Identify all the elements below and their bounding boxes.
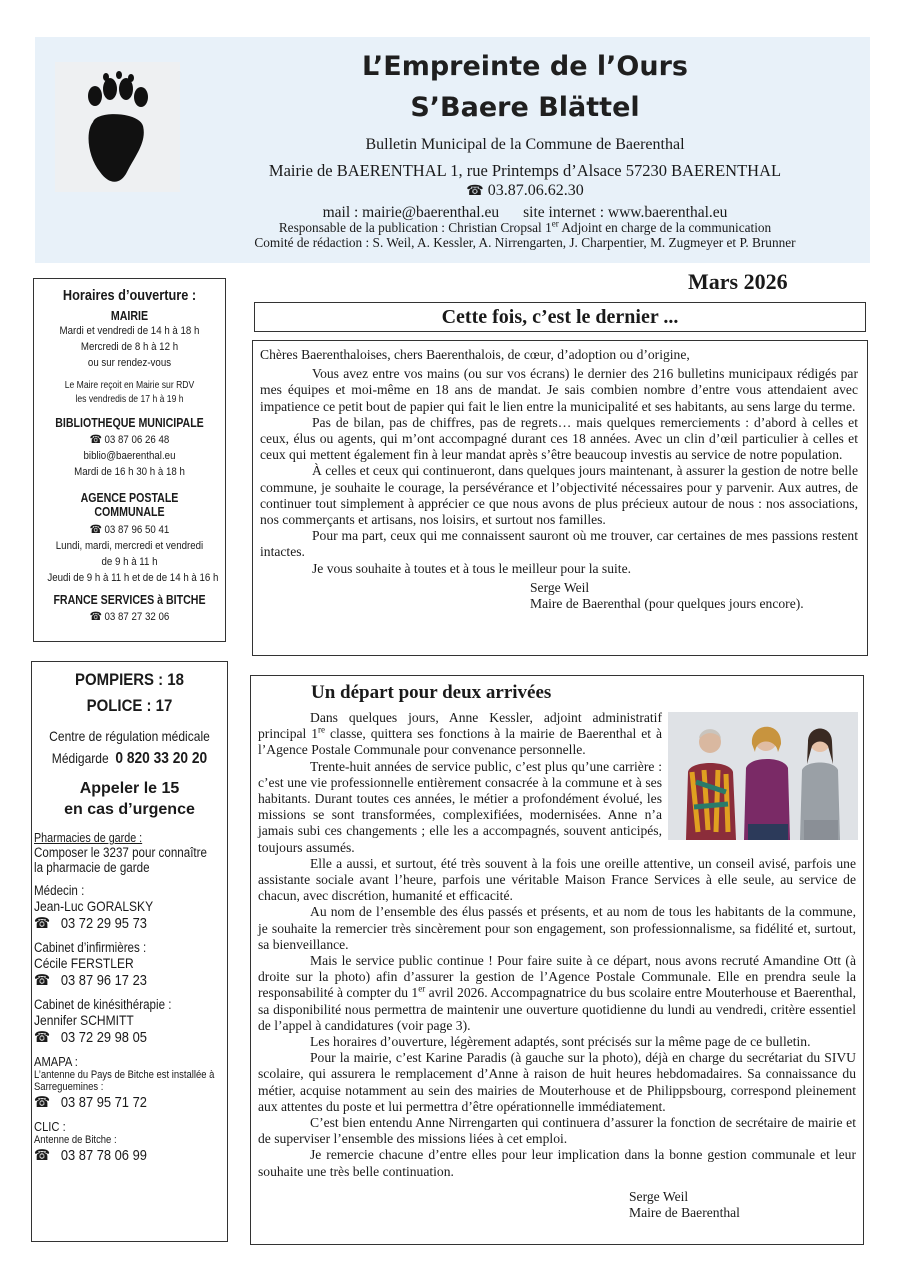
france-services-phone: ☎ 03 87 27 32 06 xyxy=(89,611,170,623)
clic-line: Antenne de Bitche : xyxy=(34,1134,117,1146)
article1-paragraph: Vous avez entre vos mains (ou sur vos écrans) le dernier des 216 bulletins municipaux rédigés par mes équipes et moi-même en 18 ans de mandat. Je sais combien nombre d’entre vous attendaient avec impatience ce petit bout de papier qui fait le lien entre la municipalité et ses habitants, au sens large du terme. xyxy=(260,366,858,414)
kine-phone: ☎ 03 72 29 98 05 xyxy=(34,1029,147,1046)
issue-date: Mars 2026 xyxy=(688,269,788,294)
medecin-heading: Médecin : xyxy=(34,883,85,898)
appeler-15: Appeler le 15 xyxy=(79,780,180,797)
bibliotheque-hours: Mardi de 16 h 30 h à 18 h xyxy=(74,466,185,478)
bear-paw-logo xyxy=(55,62,180,192)
maire-rdv-line: les vendredis de 17 h à 19 h xyxy=(75,394,184,405)
bulletin-title: L’Empreinte de l’Ours xyxy=(362,51,688,82)
mairie-hours-line: Mardi et vendredi de 14 h à 18 h xyxy=(59,325,200,337)
bulletin-subtitle-alsacien: S’Baere Blättel xyxy=(410,92,640,123)
article2-title: Un départ pour deux arrivées xyxy=(311,682,552,703)
bulletin-description: Bulletin Municipal de la Commune de Baerenthal xyxy=(365,136,685,153)
article1-paragraph: Pas de bilan, pas de chiffres, pas de regrets… mais quelques remerciements : d’abord à celles et ceux, élus ou agents, qui m’ont accompagné durant ces 18 années. Avec un clin d’œil particulier à celles et ceux qui mettent également fin à leur mandat après s’être beaucoup investis au service de notre population. xyxy=(260,414,858,463)
bibliotheque-email[interactable]: biblio@baerenthal.eu xyxy=(83,450,176,462)
mairie-hours-line: Mercredi de 8 h à 12 h xyxy=(80,341,179,353)
article2-body xyxy=(250,675,864,1245)
agence-hours-line: Jeudi de 9 h à 11 h et de de 14 h à 16 h xyxy=(47,572,219,584)
site-link[interactable]: site internet : www.baerenthal.eu xyxy=(523,204,728,221)
article1-paragraph: À celles et ceux qui continueront, dans quelques jours maintenant, à assurer la gestion de notre belle commune, je souhaite le courage, la persévérance et l’objectivité nécessaires pour y parvenir. Aux autres, de continuer tout simplement à apprécier ce que nous avons de plus précieux autour de nous : nos associations, nos commerçants et artisans, nos loisirs, et surtout nos familles. xyxy=(260,463,858,528)
masthead xyxy=(35,37,870,263)
maire-rdv-line: Le Maire reçoit en Mairie sur RDV xyxy=(64,380,195,391)
emergency-contacts-box xyxy=(31,661,228,1242)
article2-paragraph: Les horaires d’ouverture, légèrement adaptés, sont précisés sur la même page de ce bulletin. xyxy=(310,1034,811,1050)
amapa-phone: ☎ 03 87 95 71 72 xyxy=(34,1094,147,1111)
phone-icon: ☎ xyxy=(89,611,105,623)
article2-paragraph: Pour la mairie, c’est Karine Paradis (à gauche sur la photo), déjà en charge du secrétariat du SIVU scolaire, qui assurera le remplacement d’Anne à raison de huit heures hebdomadaires. Sa connaissance du métier, acquise notamment au sein des mairies de Mouterhouse et de Philippsbourg, correspond pleinement aux attentes du poste et lui permettra d’être opérationnelle immédiatement. xyxy=(258,1050,856,1114)
article2-paragraph: C’est bien entendu Anne Nirrengarten qui continuera d’assurer la fonction de secrétaire de mairie et de superviser l’ensemble des missions liées à cet emploi. xyxy=(258,1115,856,1147)
article1-title-bar xyxy=(254,302,866,332)
centre-regulation: Centre de régulation médicale xyxy=(49,728,210,744)
pharmacie-line: Composer le 3237 pour connaître xyxy=(34,845,207,860)
article2-paragraph: Je remercie chacune d’entre elles pour leur implication dans la bonne gestion communale et leur souhaite une très belle continuation. xyxy=(258,1147,856,1179)
article1-signature-name: Serge Weil xyxy=(530,579,590,595)
phone-icon: ☎ xyxy=(89,524,105,536)
infirmieres-name: Cécile FERSTLER xyxy=(34,955,134,971)
mail-link[interactable]: mail : mairie@baerenthal.eu xyxy=(322,204,500,221)
phone-icon: ☎ xyxy=(89,434,105,446)
kine-name: Jennifer SCHMITT xyxy=(34,1012,134,1028)
infirmieres-heading: Cabinet d’infirmières : xyxy=(34,940,147,955)
medecin-name: Jean-Luc GORALSKY xyxy=(34,898,154,914)
pharmacie-heading: Pharmacies de garde : xyxy=(34,831,143,845)
article1-signature-role: Maire de Baerenthal (pour quelques jours encore). xyxy=(530,596,804,612)
police-number: POLICE : 17 xyxy=(86,696,173,715)
hours-title: Horaires d’ouverture : xyxy=(62,287,197,304)
amapa-line: Sarreguemines : xyxy=(34,1081,104,1093)
article1-paragraph: Je vous souhaite à toutes et à tous le meilleur pour la suite. xyxy=(312,560,632,576)
phone-icon: ☎ xyxy=(466,184,484,199)
mairie-heading: MAIRIE xyxy=(110,309,149,323)
comite-redaction: Comité de rédaction : S. Weil, A. Kessler, A. Nirrengarten, J. Charpentier, M. Zugmeyer et P. Brunner xyxy=(254,235,796,250)
pompiers-number: POMPIERS : 18 xyxy=(75,670,184,689)
phone-icon: ☎ xyxy=(34,1147,51,1164)
article1-body xyxy=(252,340,868,656)
bibliotheque-heading: BIBLIOTHEQUE MUNICIPALE xyxy=(55,416,204,430)
staff-photo xyxy=(668,712,858,840)
clic-phone: ☎ 03 87 78 06 99 xyxy=(34,1147,147,1164)
article2-paragraph: Trente-huit années de service public, c’est plus qu’une carrière : c’est une vie professionnelle entièrement consacrée à la commune et à ses habitants. Durant toutes ces années, le métier a profondément évolué, les missions se sont transformées, complexifiées, modernisées. Anne n’a jamais subi ces changements ; elle les a accompagnés, souvent anticipés, toujours assumés. xyxy=(258,758,662,855)
agence-hours-line: de 9 h à 11 h xyxy=(101,556,158,568)
article1-greeting: Chères Baerenthaloises, chers Baerenthalois, de cœur, d’adoption ou d’origine, xyxy=(260,347,690,362)
agence-postale-phone: ☎ 03 87 96 50 41 xyxy=(89,524,170,536)
kine-heading: Cabinet de kinésithérapie : xyxy=(34,997,172,1012)
article2-paragraph: Mais le service public continue ! Pour faire suite à ce départ, nous avons recruté Amandine Ott (à droite sur la photo) afin d’assurer la gestion de l’Agence Postale Communale. Elle en prendra seule la responsabilité à compter du 1er avril 2026. Accompagnatrice du bus scolaire entre Mouterhouse et Baerenthal, sa disponibilité nous permettra de maintenir une ouverture quotidienne du lundi au vendredi, critère essentiel de l’appel à candidatures (voir page 3). xyxy=(258,953,856,1033)
agence-postale-heading: AGENCE POSTALE COMMUNALE xyxy=(80,491,179,519)
infirmieres-phone: ☎ 03 87 96 17 23 xyxy=(34,972,147,989)
bibliotheque-phone: ☎ 03 87 06 26 48 xyxy=(89,434,170,446)
phone-icon: ☎ xyxy=(34,1094,51,1111)
article2-signature-role: Maire de Baerenthal xyxy=(629,1205,740,1221)
mairie-hours-line: ou sur rendez-vous xyxy=(87,357,172,369)
appeler-15-suite: en cas d’urgence xyxy=(64,801,195,818)
phone-icon: ☎ xyxy=(34,1029,51,1046)
article1-paragraph: Pour ma part, ceux qui me connaissent sauront où me trouver, car certaines de mes passions restent intactes. xyxy=(260,528,858,560)
clic-heading: CLIC : xyxy=(34,1119,66,1134)
france-services-heading: FRANCE SERVICES à BITCHE xyxy=(53,593,206,607)
amapa-line: L’antenne du Pays de Bitche est installée à xyxy=(34,1069,215,1081)
mairie-address: Mairie de BAERENTHAL 1, rue Printemps d’Alsace 57230 BAERENTHAL xyxy=(268,161,782,180)
article1-title: Cette fois, c’est le dernier ... xyxy=(441,306,679,328)
opening-hours-box xyxy=(33,278,226,642)
article2-paragraph: Dans quelques jours, Anne Kessler, adjoint administratif principal 1re classe, quittera ses fonctions à la mairie de Baerenthal et à l’Agence Postale Communale pour convenance personnelle. xyxy=(258,710,662,758)
mairie-phone: ☎ 03.87.06.62.30 xyxy=(466,182,584,199)
medigarde: Médigarde 0 820 33 20 20 xyxy=(51,750,208,767)
phone-icon: ☎ xyxy=(34,915,51,932)
medecin-phone: ☎ 03 72 29 95 73 xyxy=(34,915,147,932)
article2-signature-name: Serge Weil xyxy=(629,1188,689,1204)
article2-paragraph: Elle a aussi, et surtout, été très souvent à la fois une oreille attentive, un conseil avisé, parfois une assistante sociale avant l’heure, parfois une véritable Maison France Services à elle seule, au service de chacun, avec discrétion, humanité et efficacité. xyxy=(258,855,856,904)
pharmacie-line: la pharmacie de garde xyxy=(34,860,150,875)
publication-responsable: Responsable de la publication : Christian Cropsal 1er Adjoint en charge de la communication xyxy=(278,218,772,235)
phone-icon: ☎ xyxy=(34,972,51,989)
article2-paragraph: Au nom de l’ensemble des élus passés et présents, et au nom de tous les habitants de la commune, je souhaite la remercier très sincèrement pour son engagement, son professionnalisme, sa fidélité et, surtout, sa bienveillance. xyxy=(258,904,856,952)
agence-hours-line: Lundi, mardi, mercredi et vendredi xyxy=(55,540,204,552)
amapa-heading: AMAPA : xyxy=(34,1054,78,1069)
